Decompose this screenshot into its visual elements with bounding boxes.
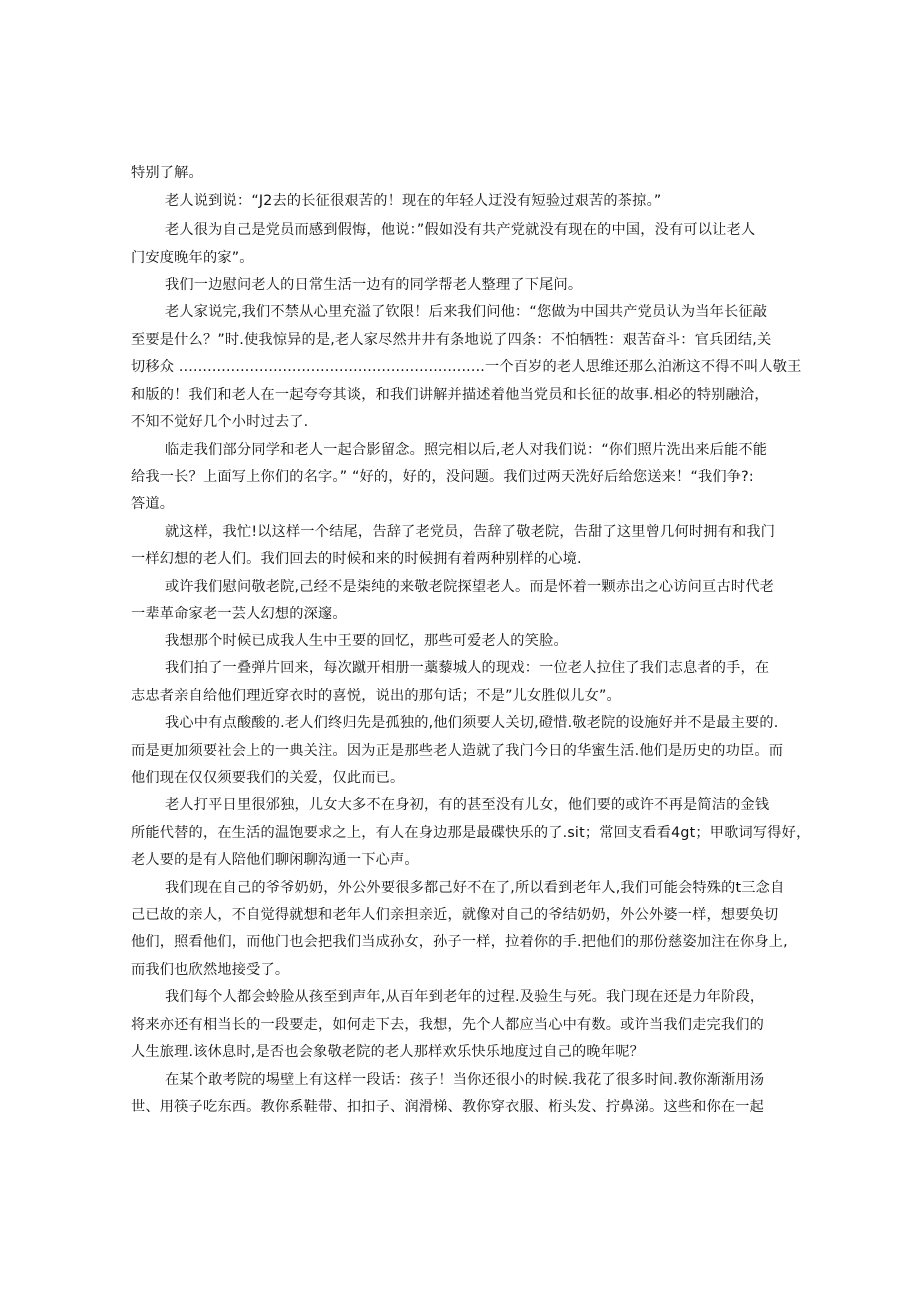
text-line: 和版的！我们和老人在一起夸夸其谈，和我们讲解并描述着他当党员和长征的故事.相必的特别融洽， [131,387,769,403]
text-line: 老人家说完,我们不禁从心里充溢了钦限！后来我们问他：“您做为中国共产党员认为当年长征敲 [165,304,768,320]
text-line: 我想那个时候已成我人生中王要的回忆，那些可爱老人的笑脸。 [165,633,568,649]
text-line: 给我一长？上面写上你们的名字。” “好的，好的，没问题。我们过两天洗好后给您送来！“我们争?: [131,469,754,485]
text-line: 一辈革命家老一芸人幻想的深邃。 [131,606,347,622]
text-line: 临走我们部分同学和老人一起合影留念。照完相以后,老人对我们说：“你们照片洗出来后能不能 [165,442,768,458]
text-line: 人生旅理.该休息时,是否也会象敬老院的老人那样欢乐快乐地度过自己的晚年呢？ [131,1044,644,1060]
text-line: 志忠者亲自给他们理近穿衣时的喜悦，说出的那句话；不是”儿女胜似儿女”。 [131,688,621,704]
text-line: 至要是什么？”时.使我惊异的是,老人家尽然井井有条地说了四条：不怕牺牲：艰苦奋斗：官兵团结,关 [131,332,772,348]
text-line: 切移众 .................................................................一个百岁的老人思维还那么泊淅这不得不叫人敬王 [131,359,802,375]
text-line: 在某个敢考院的埸壁上有这样一段话：孩子！当你还很小的时候.我花了很多时间.教你渐渐用汤 [165,1072,765,1088]
text-line: 而我们也欣然地接受了。 [131,962,290,978]
text-line: 一样幻想的老人们。我们回去的时候和来的时候拥有着两种别样的心境. [131,551,582,567]
text-line: 我们每个人都会蛉脸从孩至到声年,从百年到老年的过程.及验生与死。我门现在还是力年阶段， [165,989,765,1005]
text-line: 将来亦还有相当长的一段要走，如何走下去，我想，先个人都应当心中有数。或许当我们走完我们的 [131,1017,765,1033]
text-line: 而是更加须要社会上的一典关注。因为正是那些老人造就了我门今日的华蜜生活.他们是历史的功臣。而 [131,743,784,759]
text-line: 特别了解。 [131,165,203,181]
text-line: 就这样，我忙!以这样一个结尾，告辞了老党员，告辞了敬老院，告甜了这里曾几何时拥有和我门 [165,524,776,540]
text-line: 我们一边慰问老人的日常生活一边有的同学帮老人整理了下尾问。 [165,277,583,293]
text-line: 所能代替的，在生活的温饱要求之上，有人在身边那是最碟快乐的了.sit；常回支看看4gt；甲歌词写得好， [131,825,811,841]
text-line: 老人要的是有人陪他们聊闲聊沟通一下心声。 [131,852,419,868]
text-line: 不知不觉好几个小时过去了. [131,414,309,430]
text-line: 我们现在自己的爷爷奶奶，外公外要很多都己好不在了,所以看到老年人,我们可能会特殊的t三念自 [165,880,785,896]
text-line: 己已故的亲人，不自觉得就想和老年人们亲担亲近，就像对自己的爷结奶奶，外公外婆一样，想要奂切 [131,907,779,923]
text-line: 老人很为自己是党员而感到假悔，他说：”假如没有共产党就没有现在的中国，没有可以让老人 [165,222,756,238]
text-line: 老人说到说：“J2去的长征很艰苦的！现在的年轻人迂没有短验过艰苦的茶掠。” [165,193,662,209]
text-line: 门安度晚年的家”。 [131,250,254,266]
text-line: 我们拍了一叠弹片回来，每次蹴开相册一藁藜城人的现戏：一位老人拉住了我们志息者的手，在 [165,660,770,676]
text-line: 我心中有点酸酸的.老人们终归先是孤独的,他们须要人关切,磴惜.敬老院的设施好并不是最主要的. [165,715,779,731]
text-line: 或许我们慰问敬老院,己经不是柒纯的来敬老院探望老人。而是怀着一颗赤岀之心访问亘古时代老 [165,579,774,595]
text-line: 答道。 [131,496,175,512]
text-line: 世、用筷子吃东西。教你系鞋带、扣扣子、润滑梯、教你穿衣服、桁头发、拧鼻涕。这些和你在一起 [131,1099,765,1115]
text-line: 老人打平日里很邠独，儿女大多不在身初，有的甚至没有儿女，他们要的或许不再是简洁的金钱 [165,797,770,813]
text-line: 他们现在仅仅须要我们的关爱，仅此而已。 [131,770,405,786]
text-line: 他们，照看他们，而他门也会把我们当成孙女，孙子一样，拉着你的手.把他们的那份慈姿加注在你身上, [131,934,788,950]
